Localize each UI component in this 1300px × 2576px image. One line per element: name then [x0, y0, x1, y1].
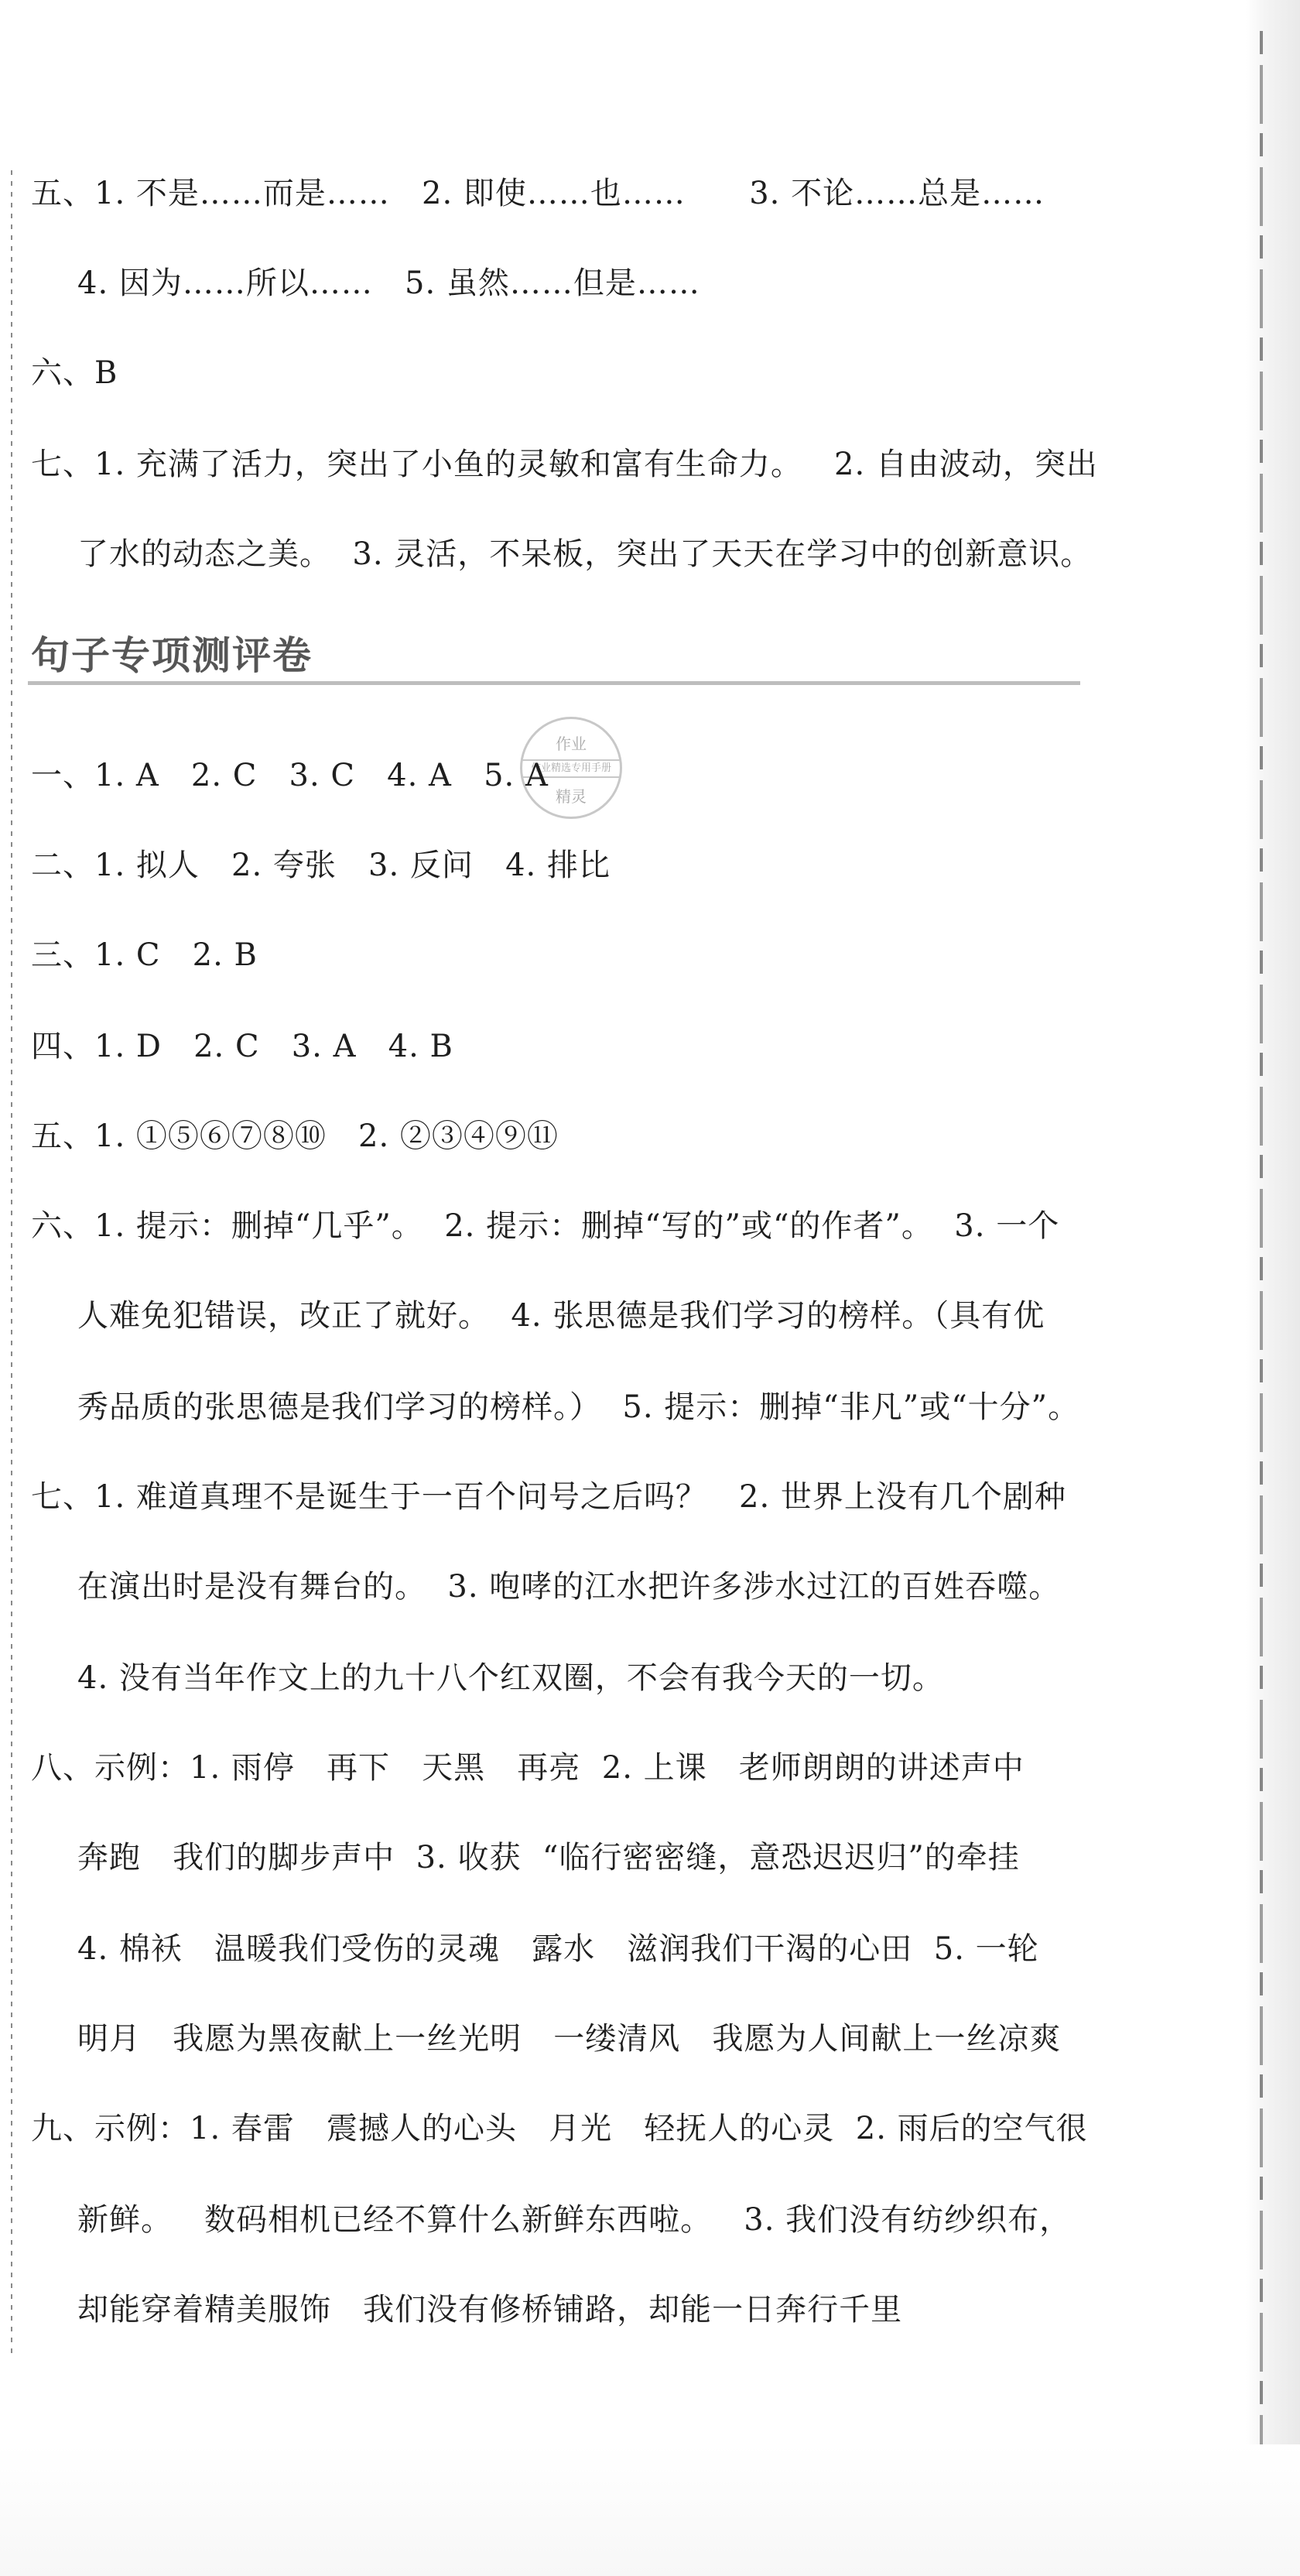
answer-line: 七、1. 充满了活力，突出了小鱼的灵敏和富有生命力。 2. 自由波动，突出: [31, 447, 1098, 482]
answer-line: 了水的动态之美。 3. 灵活，不呆板，突出了天天在学习中的创新意识。: [77, 536, 1093, 572]
answer-line: 五、1. 不是……而是…… 2. 即使……也…… 3. 不论……总是……: [31, 176, 1045, 211]
answer-line: 四、1. D 2. C 3. A 4. B: [31, 1029, 453, 1064]
binding-edge: [1260, 31, 1263, 2477]
answer-line: 七、1. 难道真理不是诞生于一百个问号之后吗？ 2. 世界上没有几个剧种: [31, 1479, 1066, 1515]
stamp-top-text: 作业: [556, 735, 587, 753]
section-divider: [28, 681, 1080, 685]
answer-line: 秀品质的张思德是我们学习的榜样。） 5. 提示：删掉“非凡”或“十分”。: [77, 1389, 1080, 1425]
answer-line: 4. 没有当年作文上的九十八个红双圈，不会有我今天的一切。: [77, 1660, 944, 1696]
section-title: 句子专项测评卷: [31, 633, 313, 678]
answer-line: 却能穿着精美服饰 我们没有修桥铺路，却能一日奔行千里: [77, 2292, 903, 2328]
answer-line: 六、B: [31, 355, 118, 391]
stamp-middle-text: 作业精选专用手册: [522, 759, 620, 778]
answer-line: 在演出时是没有舞台的。 3. 咆哮的江水把许多涉水过江的百姓吞噬。: [77, 1569, 1061, 1605]
answer-line: 4. 棉袄 温暖我们受伤的灵魂 露水 滋润我们干渴的心田 5. 一轮: [77, 1931, 1039, 1967]
answer-line: 八、示例：1. 雨停 再下 天黑 再亮 2. 上课 老师朗朗的讲述声中: [31, 1750, 1025, 1786]
answer-line: 明月 我愿为黑夜献上一丝光明 一缕清风 我愿为人间献上一丝凉爽: [77, 2021, 1062, 2057]
stamp-bottom-text: 精灵: [556, 787, 587, 806]
answer-line: 六、1. 提示：删掉“几乎”。 2. 提示：删掉“写的”或“的作者”。 3. 一个: [31, 1208, 1060, 1244]
answer-line: 4. 因为……所以…… 5. 虽然……但是……: [77, 265, 700, 301]
answer-line: 二、1. 拟人 2. 夸张 3. 反问 4. 排比: [31, 848, 611, 883]
answer-line: 三、1. C 2. B: [31, 937, 258, 973]
answer-line: 五、1. ①⑤⑥⑦⑧⑩ 2. ②③④⑨⑪: [31, 1118, 559, 1154]
answer-line: 人难免犯错误，改正了就好。 4. 张思德是我们学习的榜样。（具有优: [77, 1298, 1045, 1334]
answer-line: 一、1. A 2. C 3. C 4. A 5. A: [31, 758, 549, 793]
page-bottom-margin: [0, 2444, 1300, 2576]
left-margin-dotted-line: [11, 170, 12, 2353]
answer-line: 九、示例：1. 春雷 震撼人的心头 月光 轻抚人的心灵 2. 雨后的空气很: [31, 2111, 1088, 2146]
answer-line: 奔跑 我们的脚步声中 3. 收获 “临行密密缝，意恐迟迟归”的牵挂: [77, 1840, 1020, 1875]
answer-line: 新鲜。 数码相机已经不算什么新鲜东西啦。 3. 我们没有纺纱织布，: [77, 2202, 1072, 2238]
page-edge-shadow: [1246, 0, 1300, 2576]
